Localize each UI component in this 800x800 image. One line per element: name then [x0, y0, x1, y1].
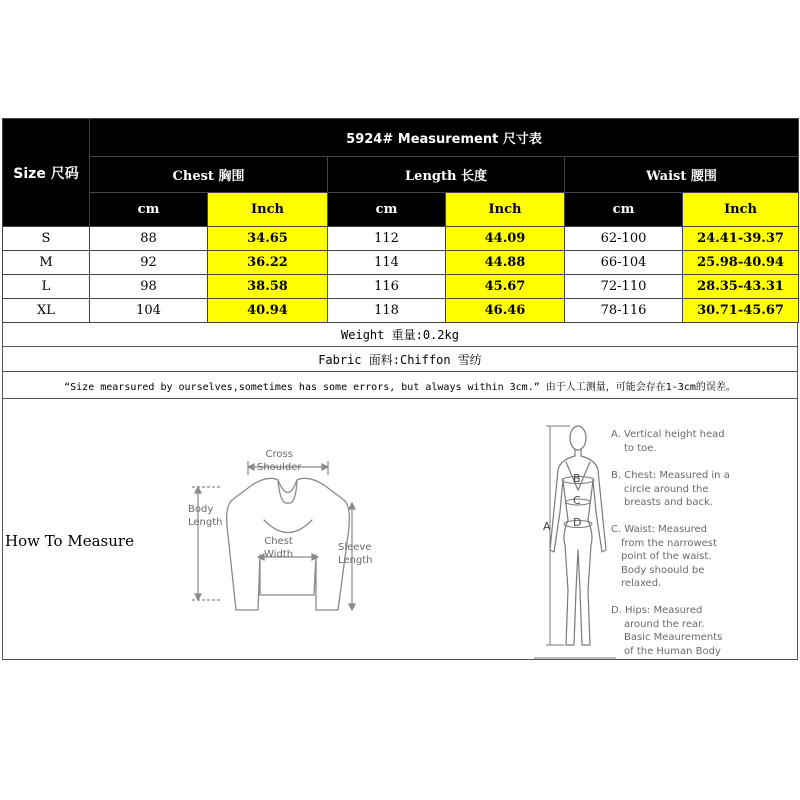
unit-cm: cm [565, 193, 683, 227]
unit-inch: Inch [446, 193, 565, 227]
length-inch-cell: 44.09 [446, 227, 565, 251]
cross-shoulder-label: Cross [265, 449, 293, 460]
chest-inch-cell: 40.94 [208, 299, 328, 323]
weight-row: Weight 重量:0.2kg [2, 322, 798, 347]
waist-cm-cell: 66-104 [565, 251, 683, 275]
chest-cm-cell: 104 [90, 299, 208, 323]
length-inch-cell: 44.88 [446, 251, 565, 275]
table-row [3, 251, 799, 275]
note-c: C. Waist: Measured from the narrowest point of the waist. Body shoould be relaxed. [611, 524, 717, 589]
table-row [3, 227, 799, 251]
note-b: B. Chest: Measured in a circle around the breasts and back. [611, 470, 730, 508]
note-row: “Size mearsured by ourselves,sometimes has some errors, but always within 3cm.” 由于人工测量，可能会存在1-3cm的误差。 [2, 372, 798, 399]
fabric-row: Fabric 面料:Chiffon 雪纺 [2, 347, 798, 372]
body-letter-d: D [573, 516, 582, 529]
table-row [3, 275, 799, 299]
note-a: A. Vertical height head to toe. [611, 429, 725, 454]
chest-inch-cell: 38.58 [208, 275, 328, 299]
body-letter-b: B [573, 472, 581, 485]
length-header: Length 长度 [328, 157, 565, 193]
table-row [3, 299, 799, 323]
waist-inch-cell: 30.71-45.67 [683, 299, 799, 323]
unit-inch: Inch [208, 193, 328, 227]
chest-inch-cell: 36.22 [208, 251, 328, 275]
body-length-label: Body [188, 504, 214, 515]
note-d: D. Hips: Measured around the rear. Basic Meaurements of the Human Body [611, 605, 723, 657]
unit-cm: cm [90, 193, 208, 227]
chest-cm-cell: 92 [90, 251, 208, 275]
table-title: 5924# Measurement 尺寸表 [90, 119, 799, 157]
length-cm-cell: 112 [328, 227, 446, 251]
waist-cm-cell: 72-110 [565, 275, 683, 299]
length-cm-cell: 116 [328, 275, 446, 299]
unit-cm: cm [328, 193, 446, 227]
waist-cm-cell: 62-100 [565, 227, 683, 251]
body-letter-a: A [543, 520, 551, 533]
chest-cm-cell: 98 [90, 275, 208, 299]
chest-cm-cell: 88 [90, 227, 208, 251]
waist-cm-cell: 78-116 [565, 299, 683, 323]
length-inch-cell: 45.67 [446, 275, 565, 299]
size-cell: XL [3, 299, 90, 323]
length-inch-cell: 46.46 [446, 299, 565, 323]
waist-inch-cell: 25.98-40.94 [683, 251, 799, 275]
chest-width-label: Chest [264, 536, 293, 547]
how-to-measure-label: How To Measure [5, 532, 134, 550]
size-cell: M [3, 251, 90, 275]
length-cm-cell: 114 [328, 251, 446, 275]
chest-header: Chest 胸围 [90, 157, 328, 193]
waist-inch-cell: 24.41-39.37 [683, 227, 799, 251]
body-diagram [530, 420, 620, 665]
waist-header: Waist 腰围 [565, 157, 799, 193]
body-letter-c: C [573, 494, 581, 507]
unit-inch: Inch [683, 193, 799, 227]
chest-inch-cell: 34.65 [208, 227, 328, 251]
sleeve-length-label: Sleeve [338, 542, 372, 553]
size-table [2, 118, 799, 323]
size-cell: L [3, 275, 90, 299]
size-cell: S [3, 227, 90, 251]
length-cm-cell: 118 [328, 299, 446, 323]
waist-inch-cell: 28.35-43.31 [683, 275, 799, 299]
size-header: Size 尺码 [3, 119, 90, 227]
